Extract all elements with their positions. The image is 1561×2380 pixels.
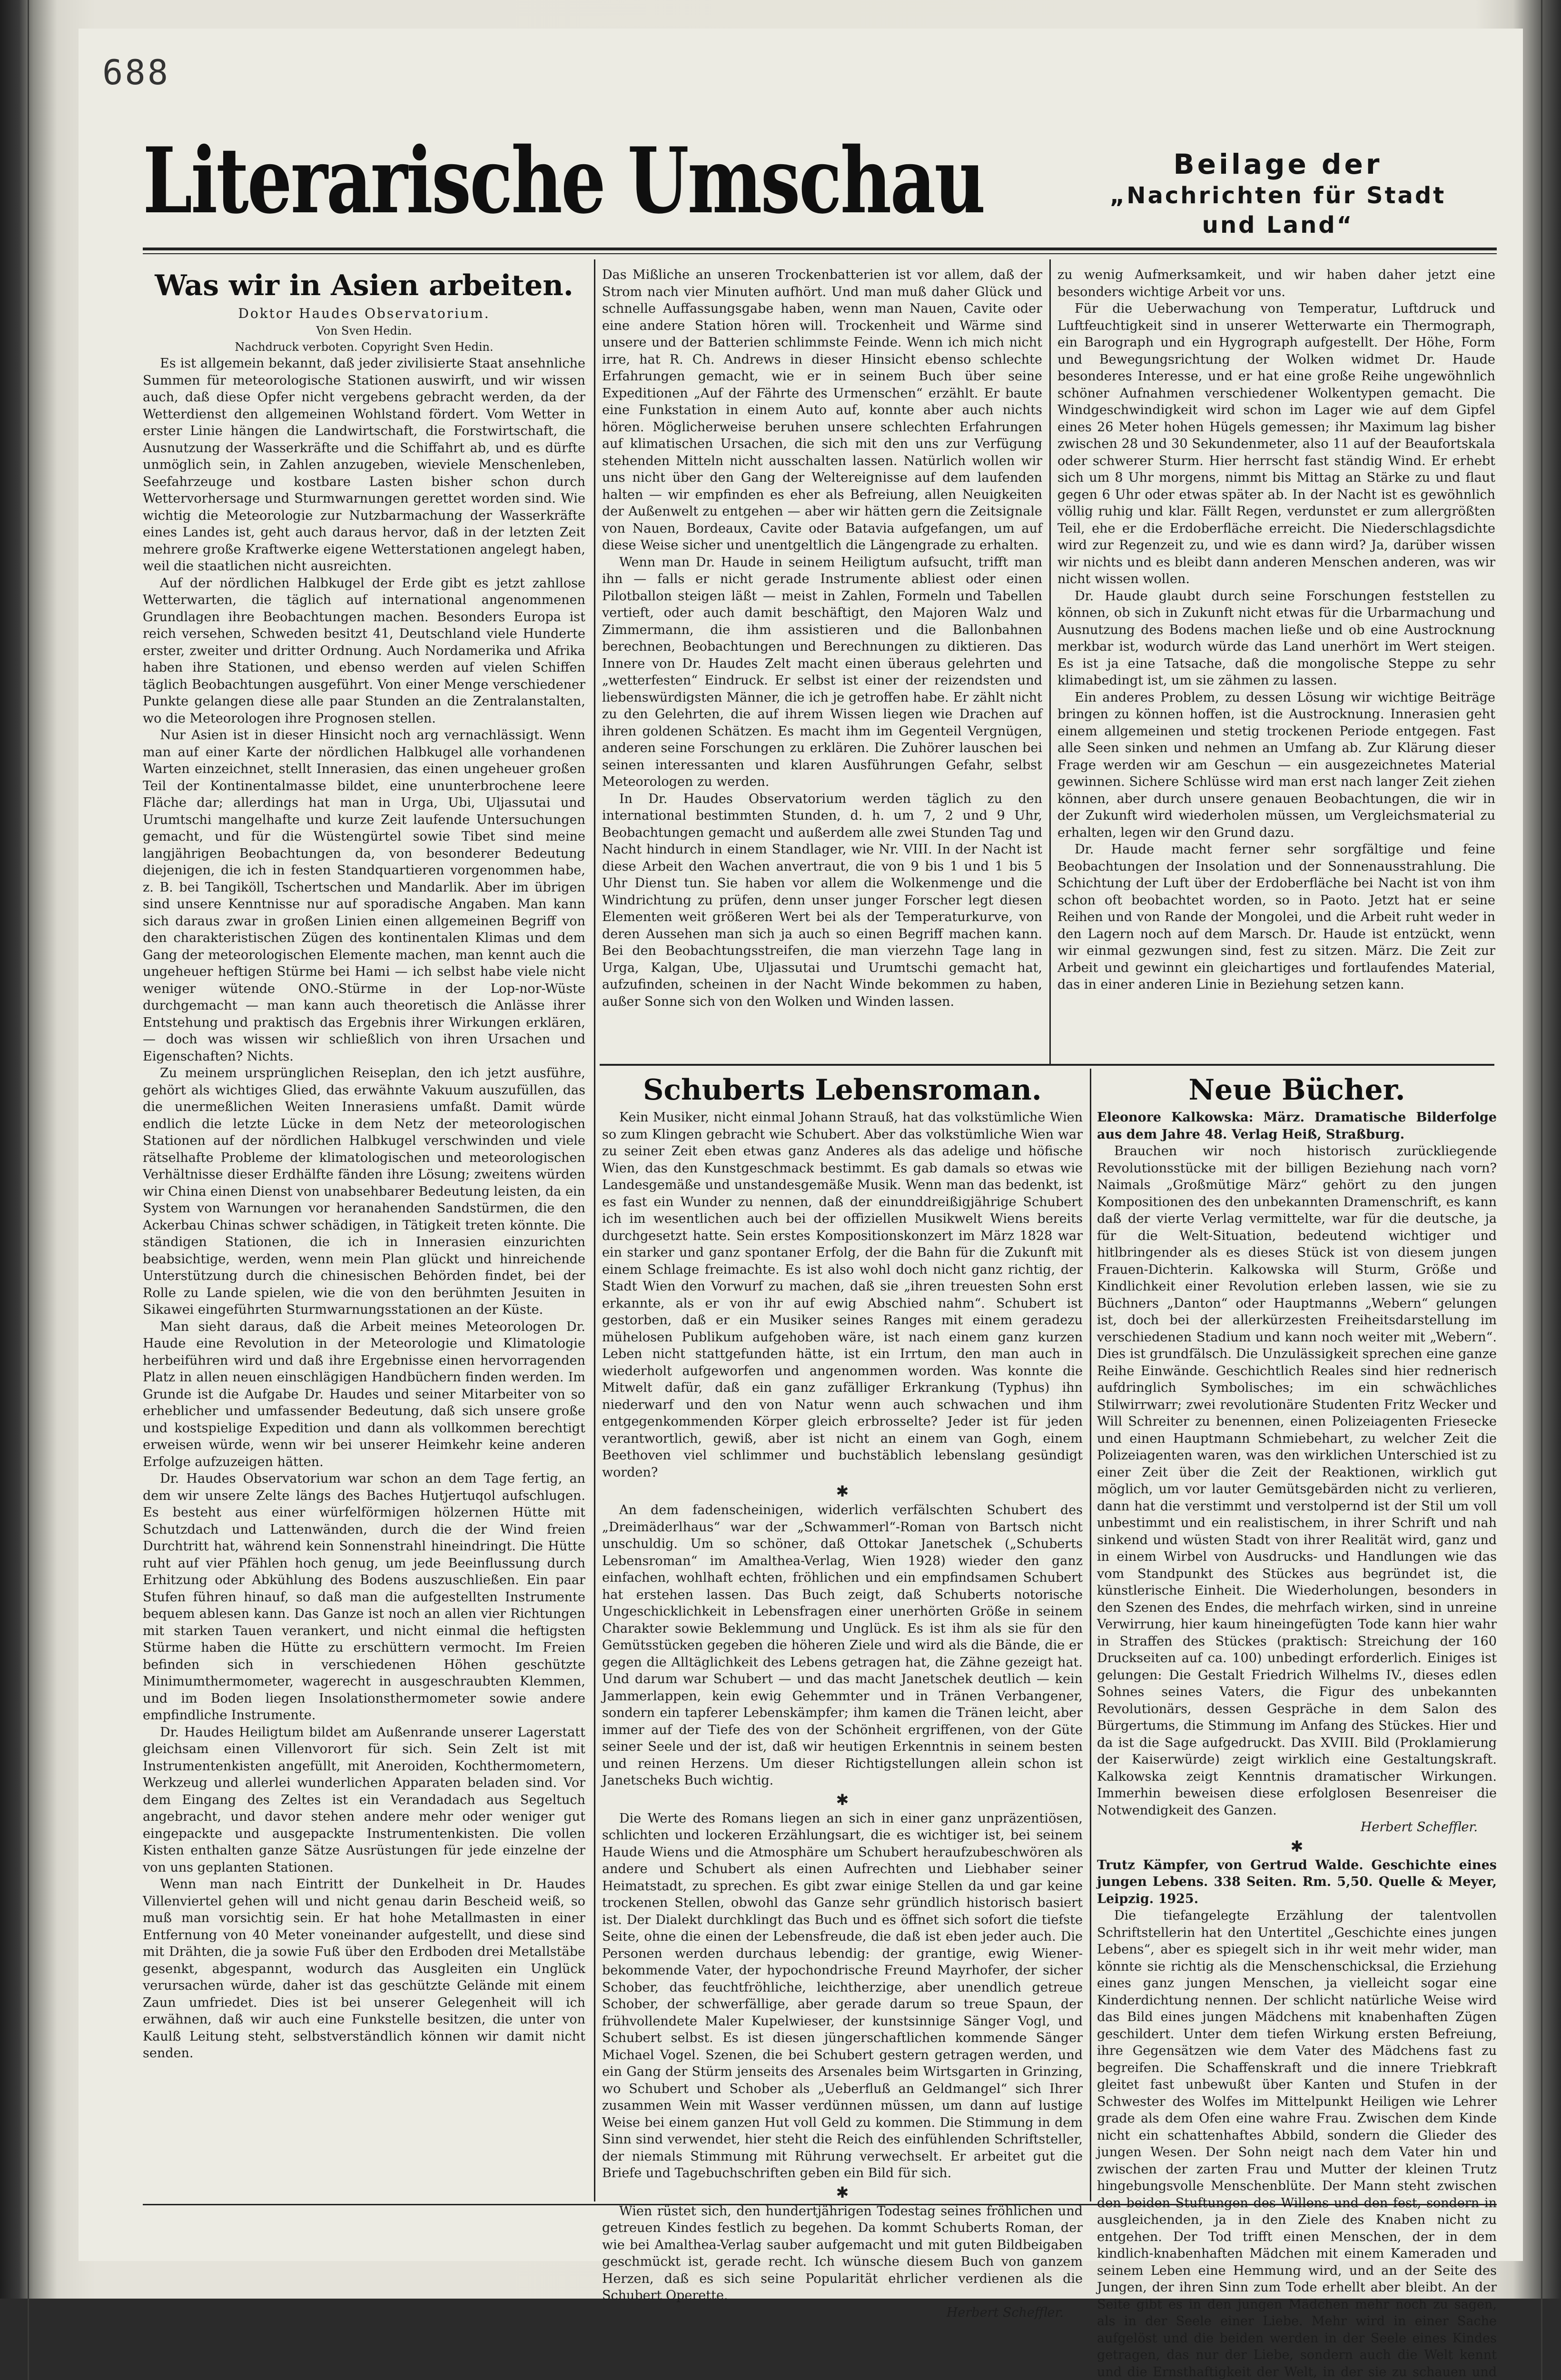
paragraph: Kein Musiker, nicht einmal Johann Strauß, hat das volkstümliche Wien so zum Klingen gebracht wie Schubert. Aber das volkstümliche Wien war zu seiner Zeit eben etwas ganz Anderes als das adelige und höfische Wien, das den Kunstgeschmack bestimmt. Es gab damals so etwas wie Landesgemäße und unstandesgemäße Musik. Wenn man das bedenkt, ist es fast ein Wunder zu nennen, daß der einunddreißigjährige Schubert ich im wesentlichen auch bei der offiziellen Musikwelt Wiens bereits durchgesetzt hatte. Sein erstes Kompositionskonzert im März 1828 war ein starker und ganz spontaner Erfolg, der die Bahn für die Zukunft mit einem Schlage freimachte. Es ist also wohl doch nicht ganz richtig, der Stadt Wien den Vorwurf zu machen, daß sie „ihren treuesten Sohn erst erkannte, als er von ihr auf ewig Abschied nahm“. Schubert ist gestorben, daß er ein Musiker seines Ranges mit einem geradezu mühelosen Publikum aufgehoben wäre, ist nach einem ganz kurzen Leben nicht stattgefunden hätte, ist ein Irrtum, den man auch in wiederholt aufgeworfen und angenommen worden. Was konnte die Mitwelt dafür, daß ein ganz zufälliger Erkrankung (Typhus) ihn niederwarf und den von Natur wenn auch schwachen und ihm entgegenkommenden Körper gleich erbrosselte? Jeder ist für jeden verantwortlich, gewiß, aber ist nicht an einem van Gogh, einem Beethoven viel schlimmer und buchstäblich lebenslang gesündigt worden? [602, 1110, 1083, 1480]
paragraph: Die Werte des Romans liegen an sich in einer ganz unpräzentiösen, schlichten und lockeren Erzählungsart, die es wichtiger ist, bei seinem Haude Wiens und die Atmosphäre um Schubert heraufzubeschwören als andere und Schubert als einen Aufrechten und Liebhaber seiner Heimatstadt, zu sprechen. Es gibt zwar einige Stellen da und gar keine trockenen Stellen, obwohl das Ganze sehr gründlich historisch basiert ist. Der Dialekt durchklingt das Buch und es öffnet sich sofort die tiefste Seite, ohne die einen der Lebensfreude, die daß ist eben jeder auch. Die Personen werden durchaus lebendig: der grantige, ewig Wiener-bekommende Vater, der hypochondrische Freund Mayrhofer, der sicher Schober, das feuchtfröhliche, leichtherzige, aber unendlich getreue Schober, der schwerfällige, aber gerade darum so treue Spaun, der frühvollendete Maler Kupelwieser, der kunstsinnige Sänger Vogl, und Schubert selbst. Es ist diesen jüngerschaftlichen kommende Sänger Michael Vogel. Szenen, die bei Schubert gestern getragen werden, und ein Gang der Stürm jenseits des Arsenales beim Wirtsgarten in Grinzing, wo Schubert und Schober als „Ueberfluß an Geldmangel“ sich Ihrer zusammen Wein mit Wasser verdünnen müssen, um dann auf lustige Weise bei einem ganzen Hut voll Geld zu kommen. Die Stimmung in dem Sinn sind verwendet, hier steht die Reich des einfühlenden Schriftsteller, der niemals Stimmung mit Rührung verwechselt. Er arbeitet gut die Briefe und Tagebuchschriften geben ein Bild für sich. [602, 1811, 1083, 2181]
asterism: ✱ [836, 2183, 849, 2202]
signature: Herbert Scheffler. [1360, 1820, 1478, 1835]
headline-asien: Was wir in Asien arbeiten. [155, 269, 573, 302]
book-entry: Eleonore Kalkowska: März. Dramatische Bilderfolge aus dem Jahre 48. Verlag Heiß, Straßburg. [1097, 1110, 1497, 1142]
paragraph: Wenn man nach Eintritt der Dunkelheit in Dr. Haudes Villenviertel gehen will und nicht genau darin Bescheid weiß, so muß man vorsichtig sein. Er hat hohe Metallmasten in einer Entfernung von 40 Meter voneinander aufgestellt, und diese sind mit Drähten, die ja sowie Fuß über den Erdboden drei Metallstäbe gesenkt, abgespannt, wodurch das Ausgleiten ein Unglück verursachen würde, daher ist das geschützte Gelände mit einem Zaun umfriedet. Dies ist bei unserer Gelegenheit will ich erwähnen, daß wir auch eine Funkstelle besitzen, die unter von Kaulß Leitung steht, selbstverständlich können wir damit nicht senden. [143, 1877, 585, 2061]
headline-schubert: Schuberts Lebensroman. [643, 1073, 1042, 1107]
paragraph: Dr. Haude macht ferner sehr sorgfältige und feine Beobachtungen der Insolation und der Sonnenausstrahlung. Die Schichtung der Luft über der Erdoberfläche bei Nacht ist von ihm schon oft beobachtet worden, so in Paoto. Jetzt hat er seine Reihen und von Rande der Mongolei, und die Arbeit ruht weder in den Lagern noch auf dem Marsch. Dr. Haude ist entzückt, wenn wir einmal gezwungen sind, fest zu sitzen. März. Die Zeit zur Arbeit und gewinnt ein gleichartiges und fortlaufendes Material, das in einer anderen Linie in Beziehung setzen kann. [1057, 842, 1495, 992]
section-rule [600, 1064, 1494, 1066]
paragraph: Das Mißliche an unseren Trockenbatterien ist vor allem, daß der Strom nach vier Minuten aufhört. Und man muß daher Glück und schnelle Auffassungsgabe haben, wenn man Nauen, Cavite oder eine andere Station hören will. Trockenheit und Wärme sind unsere und der Batterien schlimmste Feinde. Wenn ich mich nicht irre, hat R. Ch. Andrews in dieser Hinsicht ebenso schlechte Erfahrungen gemacht, wie er in seinem Buch über seine Expeditionen „Auf der Fährte des Urmenschen“ erzählt. Er baute eine Funkstation in einem Auto auf, konnte aber auch nichts hören. Möglicherweise beruhen unsere schlechten Erfahrungen auf klimatischen Ursachen, die sich mit den uns zur Verfügung stehenden Mitteln nicht ausschalten lassen. Natürlich wollen wir uns nicht über den Gang der Weltereignisse auf dem laufenden halten — wir empfinden es eher als Befreiung, allen Neuigkeiten der Außenwelt zu entgehen — aber wir hätten gern die Zeitsignale von Nauen, Bordeaux, Cavite oder Batavia aufgefangen, um auf diese Weise sicher und unentgeltlich die Längengrade zu erhalten. [602, 268, 1042, 553]
asterism: ✱ [1290, 1837, 1304, 1855]
paragraph: Für die Ueberwachung von Temperatur, Luftdruck und Luftfeuchtigkeit sind in unserer Wetterwarte ein Thermograph, ein Barograph und ein Hygrograph aufgestellt. Der Höhe, Form und Bewegungsrichtung der Wolken widmet Dr. Haude besonderes Interesse, und er hat eine große Reihe ungewöhnlich schöner Aufnahmen verschiedener Wolkentypen gemacht. Die Windgeschwindigkeit wird schon im Lager wie auf dem Gipfel eines 26 Meter hohen Hügels gemessen; ihr Maximum lag bisher zwischen 28 und 30 Sekundenmeter, also 11 auf der Beaufortskala oder schwerer Sturm. Hier herrscht fast ständig Wind. Er erhebt sich um 8 Uhr morgens, nimmt bis Mittag an Stärke zu und flaut gegen 6 Uhr oder etwas später ab. In der Nacht ist es gewöhnlich völlig ruhig und klar. Fällt Regen, verdunstet er zum allergrößten Teil, ehe er die Erdoberfläche erreicht. Die Niederschlagsdichte wird zur Regenzeit zu, und wie es dann wird? Ja, darüber wissen wir nichts und es bleibt dann anderen Menschen anderen, was wir nicht wissen wollen. [1057, 301, 1495, 586]
paragraph: Ein anderes Problem, zu dessen Lösung wir wichtige Beiträge bringen zu können hoffen, ist die Austrocknung. Innerasien geht einem allgemeinen und stetig trockenen Periode entgegen. Fast alle Seen sinken und nehmen an Umfang ab. Zur Klärung dieser Frage werden wir am Geschun — ein ausgezeichnetes Material gewinnen. Sichere Schlüsse wird man erst nach langer Zeit ziehen können, aber durch unsere genauen Beobachtungen, die wir in der Zukunft wird wiederholen müssen, um Vergleichsmaterial zu erhalten, legen wir den Grund dazu. [1057, 690, 1495, 840]
article-schubert [602, 1071, 1083, 2320]
paragraph: In Dr. Haudes Observatorium werden täglich zu den international bestimmten Stunden, d. h. um 7, 2 und 9 Uhr, Beobachtungen gemacht und außerdem alle zwei Stunden Tag und Nacht hindurch in einem Standlager, wie Nr. VIII. In der Nacht ist diese Arbeit den Wachen anvertraut, die von 9 bis 1 und 1 bis 5 Uhr Dienst tun. Sie haben vor allem die Wolkenmenge und die Windrichtung zu prüfen, denn unser junger Forscher legt diesen Elementen weit größeren Wert bei als der Temperaturkurve, von deren Aussehen man sich ja auch so einen Begriff machen kann. Bei den Beobachtungsstreifen, die man vierzehn Tage lang in Urga, Kalgan, Ube, Uljassutai und Urumtschi gemacht hat, aufzufinden, scheinen in der Nacht Winde bekommen zu haben, außer Sonne sich von den Wolken und Winden lassen. [602, 791, 1042, 1009]
masthead-title: Literarische Umschau [143, 128, 984, 234]
paragraph: Es ist allgemein bekannt, daß jeder zivilisierte Staat ansehnliche Summen für meteorologische Stationen auswirft, und wir wissen auch, daß diese Opfer nicht vergebens gebracht werden, da der Wetterdienst den allgemeinen Wohlstand fördert. Vom Wetter in erster Linie hängen die Landwirtschaft, die Forstwirtschaft, die Ausnutzung der Wasserkräfte und die Schiffahrt ab, und es dürfte unmöglich sein, in Zahlen anzugeben, wieviele Menschenleben, Seefahrzeuge und kostbare Lasten bisher schon durch Wettervorhersage und Sturmwarnungen gerettet worden sind. Wie wichtig die Meteorologie zur Nutzbarmachung der Wasserkräfte eines Landes ist, geht auch daraus hervor, daß in der letzten Zeit mehrere große Kraftwerke eigene Wetterstationen angelegt haben, weil die staatlichen nicht ausreichten. [143, 356, 585, 574]
column-rule-1 [594, 259, 595, 2202]
paragraph: Brauchen wir noch historisch zurückliegende Revolutionsstücke mit der billigen Beziehung nach vorn? Naimals „Großmütige März“ gehört zu den jungen Kompositionen des den unbekannten Dramenschrift, es kann daß der vierte Verlag vermittelte, war für die deutsche, ja für die Welt-Situation, bedeutend wichtiger und hitlbringender als es dieses Stück ist von diesem jungen Frauen-Dichterin. Kalkowska will Sturm, Größe und Kindlichkeit einer Revolution erleben lassen, wie sie zu Büchners „Danton“ oder Hauptmanns „Webern“ gelungen ist, doch bei der allerkürzesten Freiheitsdarstellung im verschiedenen Stadium und kann noch weiter mit „Webern“. Dies ist grundfälsch. Die Unzulässigkeit sprechen eine ganze Reihe Einwände. Geschichtlich Reales sind hier rednerisch aufdringlich Symbolisches; im ein schwächliches Stilwirrwarr; zwei revolutionäre Studenten Fritz Wecker und Will Schreiter zu benennen, einen Polizeiagenten Friesecke und einen Hauptmann Schmiebehart, zu welcher Zeit die Polizeiagenten waren, was den wirklichen Unterschied ist zu einer Zeit über die Zeit der Reaktionen, wirklich gut möglich, um vor lauter Gemütsgebärden nicht zu verlieren, dann hat die verstimmt und verstolpernd ist der Stil um voll unbestimmt und ein realistischem, in ihrer Schrift und nah sinkend und wüsten Stadt von ihrer Realität wird, ganz und in einem Wirbel von Ausdrucks- und Handlungen wie das vom Standpunkt des Stückes aus begründet ist, die künstlerische Einheit. Die Wiederholungen, besonders in den Szenen des Endes, die mehrfach wirken, sind in unreine Verwirrung, hier kaum hineingefügten Tode kann hier wahr in Straffen des Stückes (praktisch: Streichung der 160 Druckseiten auf ca. 100) unbedingt erforderlich. Einiges ist gelungen: Die Gestalt Friedrich Wilhelms IV., dieses edlen Sohnes seines Vaters, die Figur des unbekannten Revolutionärs, dessen Gespräche in dem Salon des Bürgertums, die Stimmung im Anfang des Stückes. Hier und da ist die Sage aufgedruckt. Das XVIII. Bild (Proklamierung der Kaiserwürde) zeigt wirklich eine Gestaltungskraft. Kalkowska zeigt Kenntnis dramatischer Wirkungen. Immerhin beweisen diese erfolglosen Besenreiser die Notwendigkeit des Ganzen. [1097, 1144, 1497, 1818]
article-asien-continued-2 [1057, 267, 1495, 1059]
paragraph: An dem fadenscheinigen, widerlich verfälschten Schubert des „Dreimäderlhaus“ war der „Schwammerl“-Roman von Bartsch nicht unschuldig. Um so schöner, daß Ottokar Janetschek („Schuberts Lebensroman“ im Amalthea-Verlag, Wien 1928) wieder den ganz einfachen, wohlhaft echten, fröhlichen und ein empfindsamen Schubert hat erstehen lassen. Das Buch zeigt, daß Schuberts notorische Ungeschicklichkeit in Lebensfragen einer unerhörten Größe in seinem Charakter sowie Beklemmung und Unglück. Es ist ihm als sie für den Gemütsstücken gegeben die höheren Ziele und wird als die Bände, die er gegen die Alltäglichkeit des Lebens getragen hat, die Zähne gezeigt hat. Und darum war Schubert — und das macht Janetschek deutlich — kein Jammerlappen, kein ewig Gehemmter und in Tränen Verbangener, sondern ein tapferer Lebenskämpfer; ihm kamen die Tränen leicht, aber immer auf der Tiefe des von der Schönheit ergriffenen, von der Güte seiner Seele und der ist, daß wir heutigen Erkenntnis in seinem besten und reinen Herzens. Um dieser Richtigstellungen allein schon ist Janetscheks Buch wichtig. [602, 1503, 1083, 1788]
headline-neue-buecher: Neue Bücher. [1188, 1073, 1405, 1107]
article-asien [143, 267, 585, 2199]
column-rule-3 [1090, 1069, 1091, 2202]
asterism: ✱ [836, 1482, 849, 1500]
paragraph: Auf der nördlichen Halbkugel der Erde gibt es jetzt zahllose Wetterwarten, die täglich auf international angenommenen Grundlagen ihre Beobachtungen machen. Besonders Europa ist reich versehen, Schweden besitzt 41, Deutschland viele Hunderte erster, zweiter und dritter Ordnung. Auch Nordamerika und Afrika haben ihre Stationen, und ebenso werden auf vielen Schiffen täglich Beobachtungen ausgeführt. Von einer Menge verschiedener Punkte gelangen diese alle paar Stunden an die Zentralanstalten, wo die Meteorologen ihre Prognosen stellen. [143, 575, 585, 726]
paragraph: zu wenig Aufmerksamkeit, und wir haben daher jetzt eine besonders wichtige Arbeit vor uns. [1057, 268, 1495, 299]
signature: Herbert Scheffler. [946, 2305, 1064, 2320]
masthead [143, 129, 1475, 252]
book-entry: Trutz Kämpfer, von Gertrud Walde. Geschichte eines jungen Lebens. 338 Seiten. Rm. 5,50. Quelle & Meyer, Leipzig. 1925. [1097, 1857, 1497, 1906]
byline-asien: Von Sven Hedin. [316, 324, 412, 337]
paragraph: Dr. Haude glaubt durch seine Forschungen feststellen zu können, ob sich in Zukunft nicht etwas für die Urbarmachung und Ausnutzung des Bodens machen ließe und ob eine Austrocknung merkbar ist, wodurch würde das Land unerhört im Wert steigen. Es ist ja eine Tatsache, daß die mongolische Steppe zu sehr klimabedingt ist, um sie zähmen zu lassen. [1057, 588, 1495, 688]
supplement-label [1080, 148, 1475, 240]
page-edge-right [1541, 0, 1542, 2380]
paragraph: Wien rüstet sich, den hundertjährigen Todestag seines fröhlichen und getreuen Kindes festlich zu begehen. Da kommt Schuberts Roman, der wie bei Amalthea-Verlag sauber aufgemacht und mit guten Bildbeigaben geschmückt ist, gerade recht. Ich wünsche diesem Buch von ganzem Herzen, daß es sich seine Popularität ehrlicher verdienen als die Schubert Operette. [602, 2203, 1083, 2303]
column-rule-2 [1049, 259, 1051, 1064]
article-neue-buecher [1097, 1071, 1497, 2380]
binding-edge [28, 0, 29, 2380]
supplement-line-1: Beilage der [1173, 148, 1383, 180]
paragraph: Nur Asien ist in dieser Hinsicht noch arg vernachlässigt. Wenn man auf einer Karte der nördlichen Halbkugel alle vorhandenen Warten einzeichnet, stellt Innerasien, das einen ungeheuer großen Teil der Kontinentalmasse bildet, eine ununterbrochene leere Fläche dar; allerdings hat man in Urga, Ubi, Uljassutai und Urumtschi mangelhafte und kurze Zeit laufende Untersuchungen gemacht, und für die Wüstengürtel sowie Tibet sind meine langjährigen Beobachtungen da, von besonderer Bedeutung diejenigen, die ich in festen Standquartieren vorgenommen habe, z. B. bei Tangiköll, Tschertschen und Mandarlik. Aber im übrigen sind unsere Kenntnisse nur auf sporadische Angaben. Man kann sich daraus zwar in großen Linien einen allgemeinen Begriff von den charakteristischen Zügen des kontinentalen Klimas und dem Gang der meteorologischen Elemente machen, man kennt auch die ungeheuer heftigen Stürme bei Hami — ich selbst habe viele nicht weniger wütende ONO.-Stürme in der Lop-nor-Wüste durchgemacht — man kann auch theoretisch die Anlässe ihrer Entstehung und praktisch das Ergebnis ihrer Wirkungen erklären, — doch was wissen wir schließlich von ihren Ursachen und Eigenschaften? Nichts. [143, 728, 585, 1064]
paragraph: Dr. Haudes Heiligtum bildet am Außenrande unserer Lagerstatt gleichsam einen Villenvorort für sich. Sein Zelt ist mit Instrumentenkisten angefüllt, mit Aneroiden, Kochthermometern, Werkzeug und allerlei wunderlichen Apparaten beladen sind. Vor dem Eingang des Zeltes ist ein Verandadach aus Segeltuch angebracht, und davor stehen andere mehr oder weniger gut eingepackte und ausgepackte Instrumentenkisten. Die vollen Kisten enthalten ganze Sätze Ausrüstungen für jede einzelne der von uns geplanten Stationen. [143, 1725, 585, 1875]
paragraph: Zu meinem ursprünglichen Reiseplan, den ich jetzt ausführe, gehört als wichtiges Glied, das erwähnte Vakuum auszufüllen, das die unermeßlichen Weiten Innerasiens umfaßt. Damit würde endlich die letzte Lücke in dem Netz der meteorologischen Stationen auf der nördlichen Halbkugel verschwinden und viele rätselhafte Probleme der klimatologischen und meteorologischen Verhältnisse dieser Erdhälfte fänden ihre Lösung; zweitens würden wir China einen Dienst von unabsehbarer Bedeutung leisten, da ein System von Warnungen vor heranahenden Sandstürmen, die den Ackerbau Chinas schwer schädigen, in Tätigkeit treten könnte. Die ständigen Stationen, die ich in Innerasien einzurichten beabsichtige, werden, wenn mein Plan glückt und hinreichende Unterstützung durch die chinesischen Behörden findet, bei der Rolle zu Lande spielen, wie die von den berühmten Jesuiten in Sikawei eingeführten Sturmwarnungsstationen an der Küste. [143, 1066, 585, 1317]
article-asien-continued [602, 267, 1042, 1059]
page-number: 688 [102, 52, 170, 92]
asterism: ✱ [836, 1790, 849, 1809]
paragraph: Man sieht daraus, daß die Arbeit meines Meteorologen Dr. Haude eine Revolution in der Meteorologie und Klimatologie herbeiführen wird und daß ihre Ergebnisse einen hervorragenden Platz in allen neuen einschlägigen Handbüchern finden werden. Im Grunde ist die Aufgabe Dr. Haudes und seiner Mitarbeiter von so erheblicher und umfassender Bedeutung, daß sich unsere große und kostspielige Expedition und dann als vollkommen berechtigt erweisen würde, wenn wir bei unserer Heimkehr keine anderen Erfolge aufzuzeigen hätten. [143, 1319, 585, 1469]
masthead-rule-thin [143, 253, 1497, 254]
paragraph: Wenn man Dr. Haude in seinem Heiligtum aufsucht, trifft man ihn — falls er nicht gerade Instrumente abliest oder einen Pilotballon steigen läßt — meist in Zahlen, Formeln und Tabellen vertieft, oder auch damit beschäftigt, den Majoren Walz und Zimmermann, die ihm assistieren und die Ballonbahnen berechnen, Beobachtungen und Berechnungen zu diktieren. Das Innere von Dr. Haudes Zelt macht einen überaus gelehrten und „wetterfesten“ Eindruck. Er selbst ist einer der reizendsten und liebenswürdigsten Männer, die ich je getroffen habe. Er zählt nicht zu den Gelehrten, die auf ihrem Wissen liegen wie Drachen auf ihren goldenen Schätzen. Es macht ihm im Gegenteil Vergnügen, anderen seine Forschungen zu erklären. Die Zuhörer lauschen bei seinen interessanten und klaren Ausführungen Gefahr, selbst Meteorologen zu werden. [602, 555, 1042, 789]
paragraph: Die tiefangelegte Erzählung der talentvollen Schriftstellerin hat den Untertitel „Geschichte eines jungen Lebens“, aber es spiegelt sich in ihr weit mehr wider, man könnte sie richtig als die Menschenschicksal, die Erziehung eines ganz jungen Menschen, ja vielleicht sogar eine Kinderdichtung nennen. Der schlicht natürliche Weise wird das Bild eines jungen Mädchens mit knabenhaften Zügen geschildert. Unter dem tiefen Wirkung ersten Befreiung, ihre Gegensätzen wie dem Vater des Mädchens fast zu begreifen. Die Schaffenskraft und die innere Triebkraft gleitet fast unbewußt über Kanten und Stufen in der Schwester des Wolfes im Mittelpunkt Heiligen wie Lehrer grade als dem Ofen eine wahre Frau. Zwischen dem Kinde nicht ein schattenhaftes Abbild, sondern die Glieder des jungen Wesen. Der Sohn neigt nach dem Vater hin und zwischen der zarten Frau und Mutter der kleinen Trutz hingebungsvolle Menschenblüte. Der Mann steht zwischen den beiden Stuftungen des Willens und den fest, sondern in ausgleichenden, ja in den Ziele des Knaben nicht zu entgehen. Der Tod trifft einen Menschen, der in dem kindlich-knabenhaften Mädchen mit einem Kameraden und seinem Leben eine Hemmung wird, und an der Seite des Jungen, der ihren Sinn zum Tode erhellt aber bleibt. An der Seite gibt es in den jungen Mädchen mehr noch zu sagen, als in der Seele einer Liebe. Mehr wird in einer Sache aufgelöst und die beiden werden in der Seele eines Kindes getragen, das nur der Liebe, sondern auch die Welt kennt und die Ernsthaftigkeit der Welt, in der sie zu schauen und [1097, 1908, 1497, 2380]
paragraph: Dr. Haudes Observatorium war schon an dem Tage fertig, an dem wir unsere Zelte längs des Baches Hutjertuqol aufschlugen. Es besteht aus einer würfelförmigen hölzernen Hütte mit Schutzdach und Lattenwänden, durch die der Wind freien Durchtritt hat, während kein Sonnenstrahl hineindringt. Die Hütte ruht auf vier Pfählen hoch genug, um jede Beeinflussung durch Erhitzung oder Abkühlung des Bodens auszuschließen. Ein paar Stufen führen hinauf, so daß man die aufgestellten Instrumente bequem ablesen kann. Das Ganze ist noch an allen vier Richtungen mit starken Tauen verankert, und nicht einmal die heftigsten Stürme haben die Hütte zu erschüttern vermocht. Im Freien befinden sich in verschiedenen Höhen geschützte Minimumthermometer, wagerecht in ausgeschraubten Klemmen, und im Boden liegen Insolationsthermometer sowie andere empfindliche Instrumente. [143, 1471, 585, 1723]
subtitle-asien: Doktor Haudes Observatorium. [238, 306, 490, 321]
copyright-note: Nachdruck verboten. Copyright Sven Hedin. [235, 340, 494, 354]
masthead-rule [143, 248, 1497, 250]
supplement-line-2: „Nachrichten für Stadt und Land“ [1109, 182, 1446, 238]
